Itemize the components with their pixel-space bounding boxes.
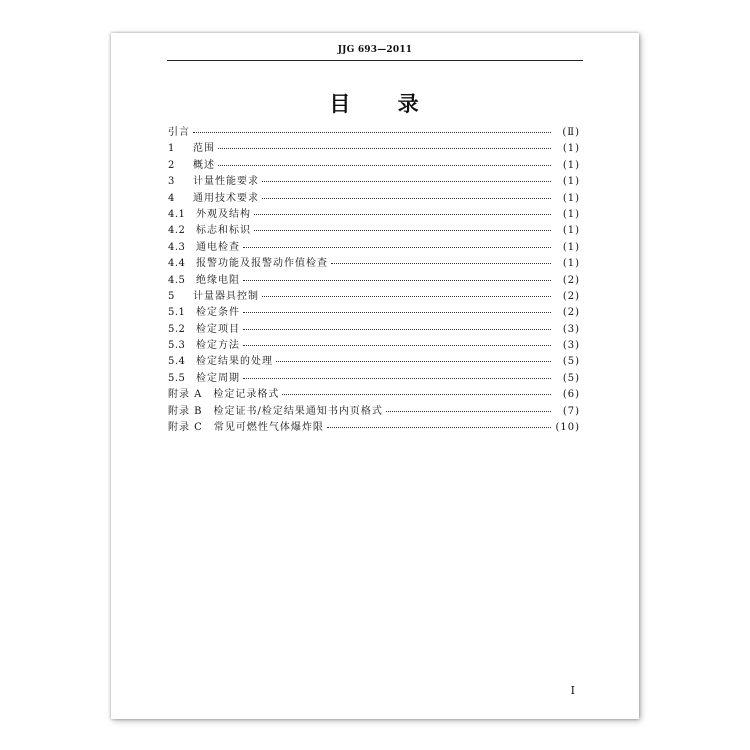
table-of-contents xyxy=(168,124,580,435)
standard-code-header: JJG 693—2011 xyxy=(337,45,413,55)
toc-entry-label: 检定周期 xyxy=(196,372,240,384)
toc-entry-number: 3 xyxy=(168,176,175,188)
toc-entry-page: (6) xyxy=(562,389,580,401)
toc-entry-page: (2) xyxy=(562,274,580,286)
toc-dot-leader xyxy=(254,204,551,215)
toc-entry-label: 标志和标识 xyxy=(196,225,251,237)
toc-entry-number: 4.4 xyxy=(168,258,186,270)
toc-dot-leader xyxy=(243,270,551,281)
toc-dot-leader xyxy=(331,253,551,264)
toc-dot-leader xyxy=(386,401,551,412)
toc-entry-label: 外观及结构 xyxy=(196,208,251,220)
page-title: 目 录 xyxy=(329,91,421,116)
toc-entry-number: 5.3 xyxy=(168,340,186,352)
toc-entry-label: 计量器具控制 xyxy=(193,290,259,302)
toc-entry-page: (7) xyxy=(562,405,580,417)
toc-entry-number: 4.5 xyxy=(168,274,186,286)
toc-entry-page: (3) xyxy=(562,340,580,352)
toc-entry-label: 检定方法 xyxy=(196,340,240,352)
toc-entry-label: 绝缘电阻 xyxy=(196,274,240,286)
toc-entry-number: 4.2 xyxy=(168,225,186,237)
toc-entry-number: 4 xyxy=(168,192,175,204)
toc-entry-number: 2 xyxy=(168,159,175,171)
header-rule xyxy=(167,60,583,61)
toc-entry-label: 报警功能及报警动作值检查 xyxy=(196,258,328,270)
toc-entry-label: 附录 C 常见可燃性气体爆炸限 xyxy=(168,422,324,434)
toc-dot-leader xyxy=(262,286,551,297)
toc-entry-number: 4.3 xyxy=(168,241,186,253)
toc-entry-label: 通用技术要求 xyxy=(193,192,259,204)
toc-entry-label: 检定项目 xyxy=(196,323,240,335)
toc-dot-leader xyxy=(218,138,551,149)
toc-entry-number: 5.4 xyxy=(168,356,186,368)
toc-entry-page: (2) xyxy=(562,290,580,302)
toc-entry-page: (2) xyxy=(562,307,580,319)
toc-entry-label: 附录 B 检定证书/检定结果通知书内页格式 xyxy=(168,405,383,417)
toc-dot-leader xyxy=(243,368,551,379)
document-page xyxy=(111,33,639,719)
toc-entry-page: (1) xyxy=(562,208,580,220)
toc-entry-page: (1) xyxy=(562,225,580,237)
page-number: Ⅰ xyxy=(570,684,575,697)
toc-entry-label: 检定条件 xyxy=(196,307,240,319)
toc-entry-page: (3) xyxy=(562,323,580,335)
toc-entry-page: (1) xyxy=(562,258,580,270)
toc-dot-leader xyxy=(327,417,551,428)
toc-dot-leader xyxy=(243,335,551,346)
toc-entry-label: 通电检查 xyxy=(196,241,240,253)
toc-entry-page: (10) xyxy=(555,422,580,434)
toc-dot-leader xyxy=(243,302,551,313)
toc-entry-label: 计量性能要求 xyxy=(193,176,259,188)
toc-entry-number: 5.5 xyxy=(168,372,186,384)
toc-dot-leader xyxy=(282,384,551,395)
toc-entry-label: 附录 A 检定记录格式 xyxy=(168,389,280,401)
toc-dot-leader xyxy=(218,155,551,166)
toc-dot-leader xyxy=(262,171,551,182)
toc-dot-leader xyxy=(276,351,551,362)
toc-entry-page: (1) xyxy=(562,143,580,155)
toc-entry-label: 范围 xyxy=(193,143,215,155)
toc-entry-page: (1) xyxy=(562,192,580,204)
toc-entry-number: 1 xyxy=(168,143,175,155)
toc-dot-leader xyxy=(193,122,551,133)
toc-dot-leader xyxy=(243,237,551,248)
toc-entry-page: (1) xyxy=(562,159,580,171)
toc-entry-number: 5.1 xyxy=(168,307,186,319)
toc-dot-leader xyxy=(243,319,551,330)
toc-entry-page: (Ⅱ) xyxy=(562,127,580,138)
toc-dot-leader xyxy=(254,220,551,231)
toc-entry-page: (5) xyxy=(562,356,580,368)
toc-entry[interactable] xyxy=(168,419,580,435)
toc-entry-number: 5 xyxy=(168,290,175,302)
toc-entry-number: 4.1 xyxy=(168,208,186,220)
toc-entry-label: 检定结果的处理 xyxy=(196,356,273,368)
toc-entry-label: 引言 xyxy=(168,127,190,138)
toc-entry-page: (1) xyxy=(562,176,580,188)
toc-entry-page: (1) xyxy=(562,241,580,253)
toc-entry-page: (5) xyxy=(562,372,580,384)
toc-dot-leader xyxy=(262,188,551,199)
toc-entry-number: 5.2 xyxy=(168,323,186,335)
toc-entry-label: 概述 xyxy=(193,159,215,171)
